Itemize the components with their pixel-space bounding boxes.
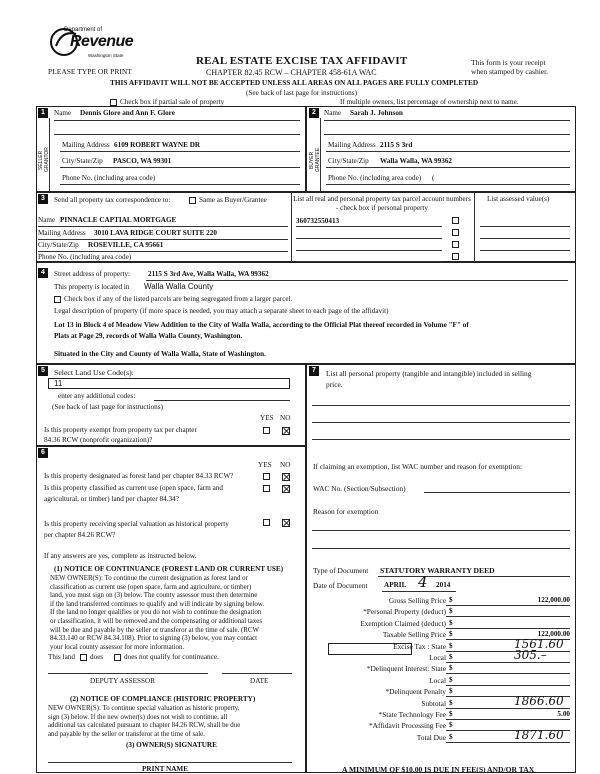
notice-1-line: 84.33.140 or RCW 84.34.108). Prior to signing (3) below, you may contact [50,635,258,643]
section-1-number: 1 [38,108,48,118]
notice-1-line: If the land no longer qualifies or you do not wish to continue the designation [50,609,262,617]
s3-city-label: City/State/Zip [38,241,79,249]
date-label: DATE [250,677,269,685]
personal-property-label-2: price. [326,380,343,389]
historic-no-checkbox[interactable] [282,519,290,527]
tax-row-underline [446,673,570,674]
additional-codes-label: enter any additional codes: [58,392,136,400]
send-to-label: Send all property tax correspondence to: [54,196,171,204]
doc-date-label: Date of Document [313,581,368,590]
tax-row-label: Subtotal [421,698,446,708]
tax-row-label: *Affidavit Processing Fee [368,721,446,731]
buyer-mailing[interactable]: 2115 S 3rd [380,141,413,149]
notice-2-title: (2) NOTICE OF COMPLIANCE (HISTORIC PROPERTY) [70,695,256,703]
tax-row-dollar-sign: $ [449,732,453,741]
s3-name[interactable]: PINNACLE CAPTIAL MORTGAGE [60,216,177,224]
exemption-claim-label: If claiming an exemption, list WAC number and reason for exemption: [313,462,523,471]
tax-row-label: Excise Tax : State [393,641,446,651]
doc-type-value[interactable]: STATUTORY WARRANTY DEED [380,566,495,575]
if-yes-note: If any answers are yes, complete as instructed below. [44,552,197,560]
agency-name: Revenue [70,33,134,50]
tax-row-label: *Delinquent Penalty [385,687,446,697]
exempt-yes-checkbox[interactable] [263,427,270,434]
buyer-name[interactable]: Sarah J. Johnson [350,109,403,117]
buyer-phone[interactable]: ( [432,174,435,182]
does-not-label: does not qualify for continuance. [124,653,219,661]
seller-name[interactable]: Dennis Glore and Ann F. Glore [80,109,175,117]
tax-row-dollar-sign: $ [449,596,453,604]
seller-mailing-label: Mailing Address [62,141,110,149]
notice-1-line: land, you must sign on (3) below. The county assessor must then determine [50,592,258,600]
buyer-mailing-label: Mailing Address [328,141,376,149]
reason-label: Reason for exemption [313,507,379,516]
notice-2-line: NEW OWNER(S): To continue special valuation as historic property, [48,705,240,712]
land-use-input[interactable] [48,378,290,389]
tax-row-label: *Delinquent Interest: State [366,664,446,674]
doc-type-label: Type of Document [313,566,369,575]
seller-mailing[interactable]: 6109 ROBERT WAYNE DR [114,141,201,149]
notice-1-line: NEW OWNER(S): To continue the current designation as forest land or [50,575,248,582]
tax-row-value[interactable]: 1866.60 [514,693,564,708]
tax-row-label: Local [429,653,446,662]
seller-city-label: City/State/Zip [62,157,103,165]
tax-row-underline [446,685,570,686]
tax-row-dollar-sign: $ [449,710,453,718]
seller-side-label: SELLER GRANTOR [38,147,50,173]
notice-2-line: additional tax calculated pursuant to chapter 84.26 RCW, shall be due [48,722,241,730]
segregated-checkbox[interactable] [54,296,61,303]
local-tax-code-box[interactable] [328,643,412,655]
tax-row-label: Taxable Selling Price [382,630,446,640]
parcel-4-checkbox[interactable] [452,253,459,260]
deputy-assessor-label: DEPUTY ASSESSOR [90,677,156,685]
tax-table [306,592,576,762]
legal-line-2: Plats at Page 29, records of Walla Walla County, Washington. [54,332,243,340]
tax-row-value[interactable]: 1871.60 [514,727,564,742]
tax-row-dollar-sign: $ [449,687,453,696]
section-2-number: 2 [309,108,319,118]
parcel-3-checkbox[interactable] [452,241,459,248]
seller-name-label: Name [54,109,72,117]
s3-mailing-label: Mailing Address [38,229,86,237]
exempt-question-1: Is this property exempt from property tax per chapter [44,426,197,434]
forest-question: Is this property designated as forest land per chapter 84.33 RCW? [44,472,234,480]
street-address[interactable]: 2115 S 3rd Ave, Walla Walla, WA 99362 [148,270,269,278]
does-not-checkbox[interactable] [114,654,121,661]
street-label: Street address of property: [54,270,131,278]
owner-signature-label: (3) OWNER(S) SIGNATURE [126,741,217,749]
s3-mailing[interactable]: 3010 LAVA RIDGE COURT SUITE 220 [94,229,217,237]
this-land-label: This land [48,653,75,661]
tax-row-label: Total Due [416,732,446,742]
s6-no-header: NO [280,461,291,469]
tax-row-value[interactable]: 1561.60 [514,636,564,651]
notice-1-line: will be due and payable by the seller or transferor at the time of sale. (RCW [50,626,259,634]
seller-phone-label: Phone No. (including area code) [62,174,156,182]
tax-row-underline [446,628,570,629]
s3-phone-label: Phone No. (including area code) [38,253,132,261]
forest-no-checkbox[interactable] [282,473,290,481]
tax-row-dollar-sign: $ [449,607,453,616]
legal-label: Legal description of property (if more space is needed, you may attach a separate sheet to each page of the affidavit) [54,307,389,315]
assessed-header: List assessed value(s) [487,195,550,203]
doc-month[interactable]: APRIL [384,581,407,589]
personal-property-label-1: List all personal property (tangible and intangible) included in selling [326,369,532,378]
tax-row-label: Exemption Claimed (deduct) [360,618,446,628]
tax-row-label: Gross Selling Price [388,596,446,605]
tax-row-dollar-sign: $ [449,653,453,661]
current-use-no-checkbox[interactable] [282,485,290,493]
section-3-number: 3 [38,194,48,204]
parcel-1-checkbox[interactable] [452,217,459,224]
exempt-no-checkbox[interactable] [282,427,290,435]
minimum-note: A MINIMUM OF $10.00 IS DUE IN FEE(S) AND/OR TAX [342,765,535,774]
tax-row-dollar-sign: $ [449,664,453,673]
tax-row-value[interactable]: 122,000.00 [537,596,570,604]
dept-line: Department of [64,27,103,33]
warning-line: THIS AFFIDAVIT WILL NOT BE ACCEPTED UNLESS ALL AREAS ON ALL PAGES ARE FULLY COMPLETED [110,78,479,87]
print-name-label: PRINT NAME [142,765,188,773]
s3-city[interactable]: ROSEVILLE, CA 95661 [88,241,164,249]
tax-row-dollar-sign: $ [449,698,453,707]
tax-row-underline [446,662,570,663]
exempt-question-2: 84.36 RCW (nonprofit organization)? [44,436,153,444]
tax-row-underline [446,605,570,606]
buyer-city[interactable]: Walla Walla, WA 99362 [380,157,453,165]
tax-row-label: Local [429,675,446,685]
tax-row-underline [446,616,570,617]
please-type: PLEASE TYPE OR PRINT [48,67,132,76]
historic-yes-checkbox[interactable] [263,519,270,526]
does-label: does [90,653,104,661]
partial-sale-label: Check box if partial sale of property [120,98,225,106]
doc-year[interactable]: 2014 [436,581,451,589]
segregated-label: Check box if any of the listed parcels are being segregated from a larger parcel. [64,295,293,303]
situated-line: Situated in the City and County of Walla Walla, State of Washington. [54,350,266,358]
parcel-2-checkbox[interactable] [452,229,459,236]
located-label: This property is located in [54,283,130,291]
parcel-number[interactable]: 360732550413 [296,217,340,225]
tax-row-dollar-sign: $ [449,641,453,650]
notice-2-line: sign (3) below. If the new owner(s) does not wish to continue, all [48,713,228,721]
buyer-city-label: City/State/Zip [328,157,369,165]
receipt-note-1: This form is your receipt [471,58,546,67]
section-6-number: 6 [38,448,48,458]
tax-row-dollar-sign: $ [449,618,453,627]
land-use-value: 11 [54,379,63,388]
s5-no-header: NO [280,414,291,422]
buyer-name-label: Name [324,109,342,117]
state-line: Washington State [88,53,124,58]
receipt-note-2: when stamped by cashier. [471,67,549,76]
current-use-yes-checkbox[interactable] [263,485,270,492]
historic-question-1: Is this property receiving special valuation as historical property [44,520,229,528]
multiple-owners-note: If multiple owners, list percentage of ownership next to name. [340,98,519,106]
parcel-header: List all real and personal property tax parcel account numbers - check box if personal property [293,195,471,212]
form-title: REAL ESTATE EXCISE TAX AFFIDAVIT [196,55,408,67]
s5-see-back: (See back of last page for instructions) [52,403,163,411]
tax-row-underline [446,651,570,652]
does-checkbox[interactable] [80,654,87,661]
tax-row-value[interactable]: 305.– [514,648,547,662]
section-4-number: 4 [38,268,48,278]
partial-sale-checkbox[interactable] [110,99,117,106]
tax-row-underline [446,719,570,720]
forest-yes-checkbox[interactable] [263,473,270,480]
tax-row-underline [446,708,570,709]
notice-1-title: (1) NOTICE OF CONTINUANCE (FOREST LAND OR CURRENT USE) [54,565,284,573]
tax-row-value[interactable]: 122,000.00 [537,630,570,639]
historic-question-2: per chapter 84.26 RCW? [44,531,116,539]
same-as-buyer-checkbox[interactable] [189,197,196,204]
tax-row-dollar-sign: $ [449,630,453,639]
s5-yes-header: YES [260,414,274,422]
current-use-question-1: Is this property classified as current use (open space, farm and [44,484,224,492]
tax-row-underline [446,742,570,743]
tax-row-dollar-sign: $ [449,675,453,684]
buyer-phone-label: Phone No. (including area code) [328,174,422,182]
legal-line-1: Lot 13 in Block 4 of Meadow View Addition to the City of Walla Walla, according to the Official Plat thereof recorded in Volume "F" of [54,321,469,329]
section-5-number: 5 [38,366,48,376]
buyer-side-label: BUYER GRANTEE [309,147,321,173]
doc-day[interactable]: 4 [418,573,428,591]
seller-city[interactable]: PASCO, WA 99301 [113,157,172,165]
tax-row-label: *Personal Property (deduct) [363,607,446,617]
chapter-line: CHAPTER 82.45 RCW – CHAPTER 458-61A WAC [206,68,377,77]
tax-row-value[interactable]: 5.00 [557,710,570,718]
notice-2-line: and payable by the seller or transferor at the time of sale. [48,730,205,738]
see-back-instructions: (See back of last page for instructions) [246,89,357,97]
land-use-label: Select Land Use Code(s): [54,368,134,377]
tax-row-label: *State Technology Fee [378,710,446,719]
tax-row-dollar-sign: $ [449,721,453,730]
notice-1-line: or classification, it will be removed and the compensating or additional taxes [50,618,263,625]
current-use-question-2: agricultural, or timber) land per chapter 84.34? [44,495,179,503]
notice-1-line: if the land transferred continues to qualify and will indicate by signing below. [50,600,265,608]
section-7-number: 7 [309,366,319,376]
same-as-buyer-label: Same as Buyer/Grantee [199,196,267,204]
notice-1-line: classification as current use (open space, farm and agriculture, or timber) [50,583,252,591]
located-county[interactable]: Walla Walla County [144,282,214,291]
wac-label: WAC No. (Section/Subsection) [313,484,406,493]
s6-yes-header: YES [258,461,272,469]
s3-name-label: Name [38,216,56,224]
notice-1-line: your local county assessor for more information. [50,643,185,651]
